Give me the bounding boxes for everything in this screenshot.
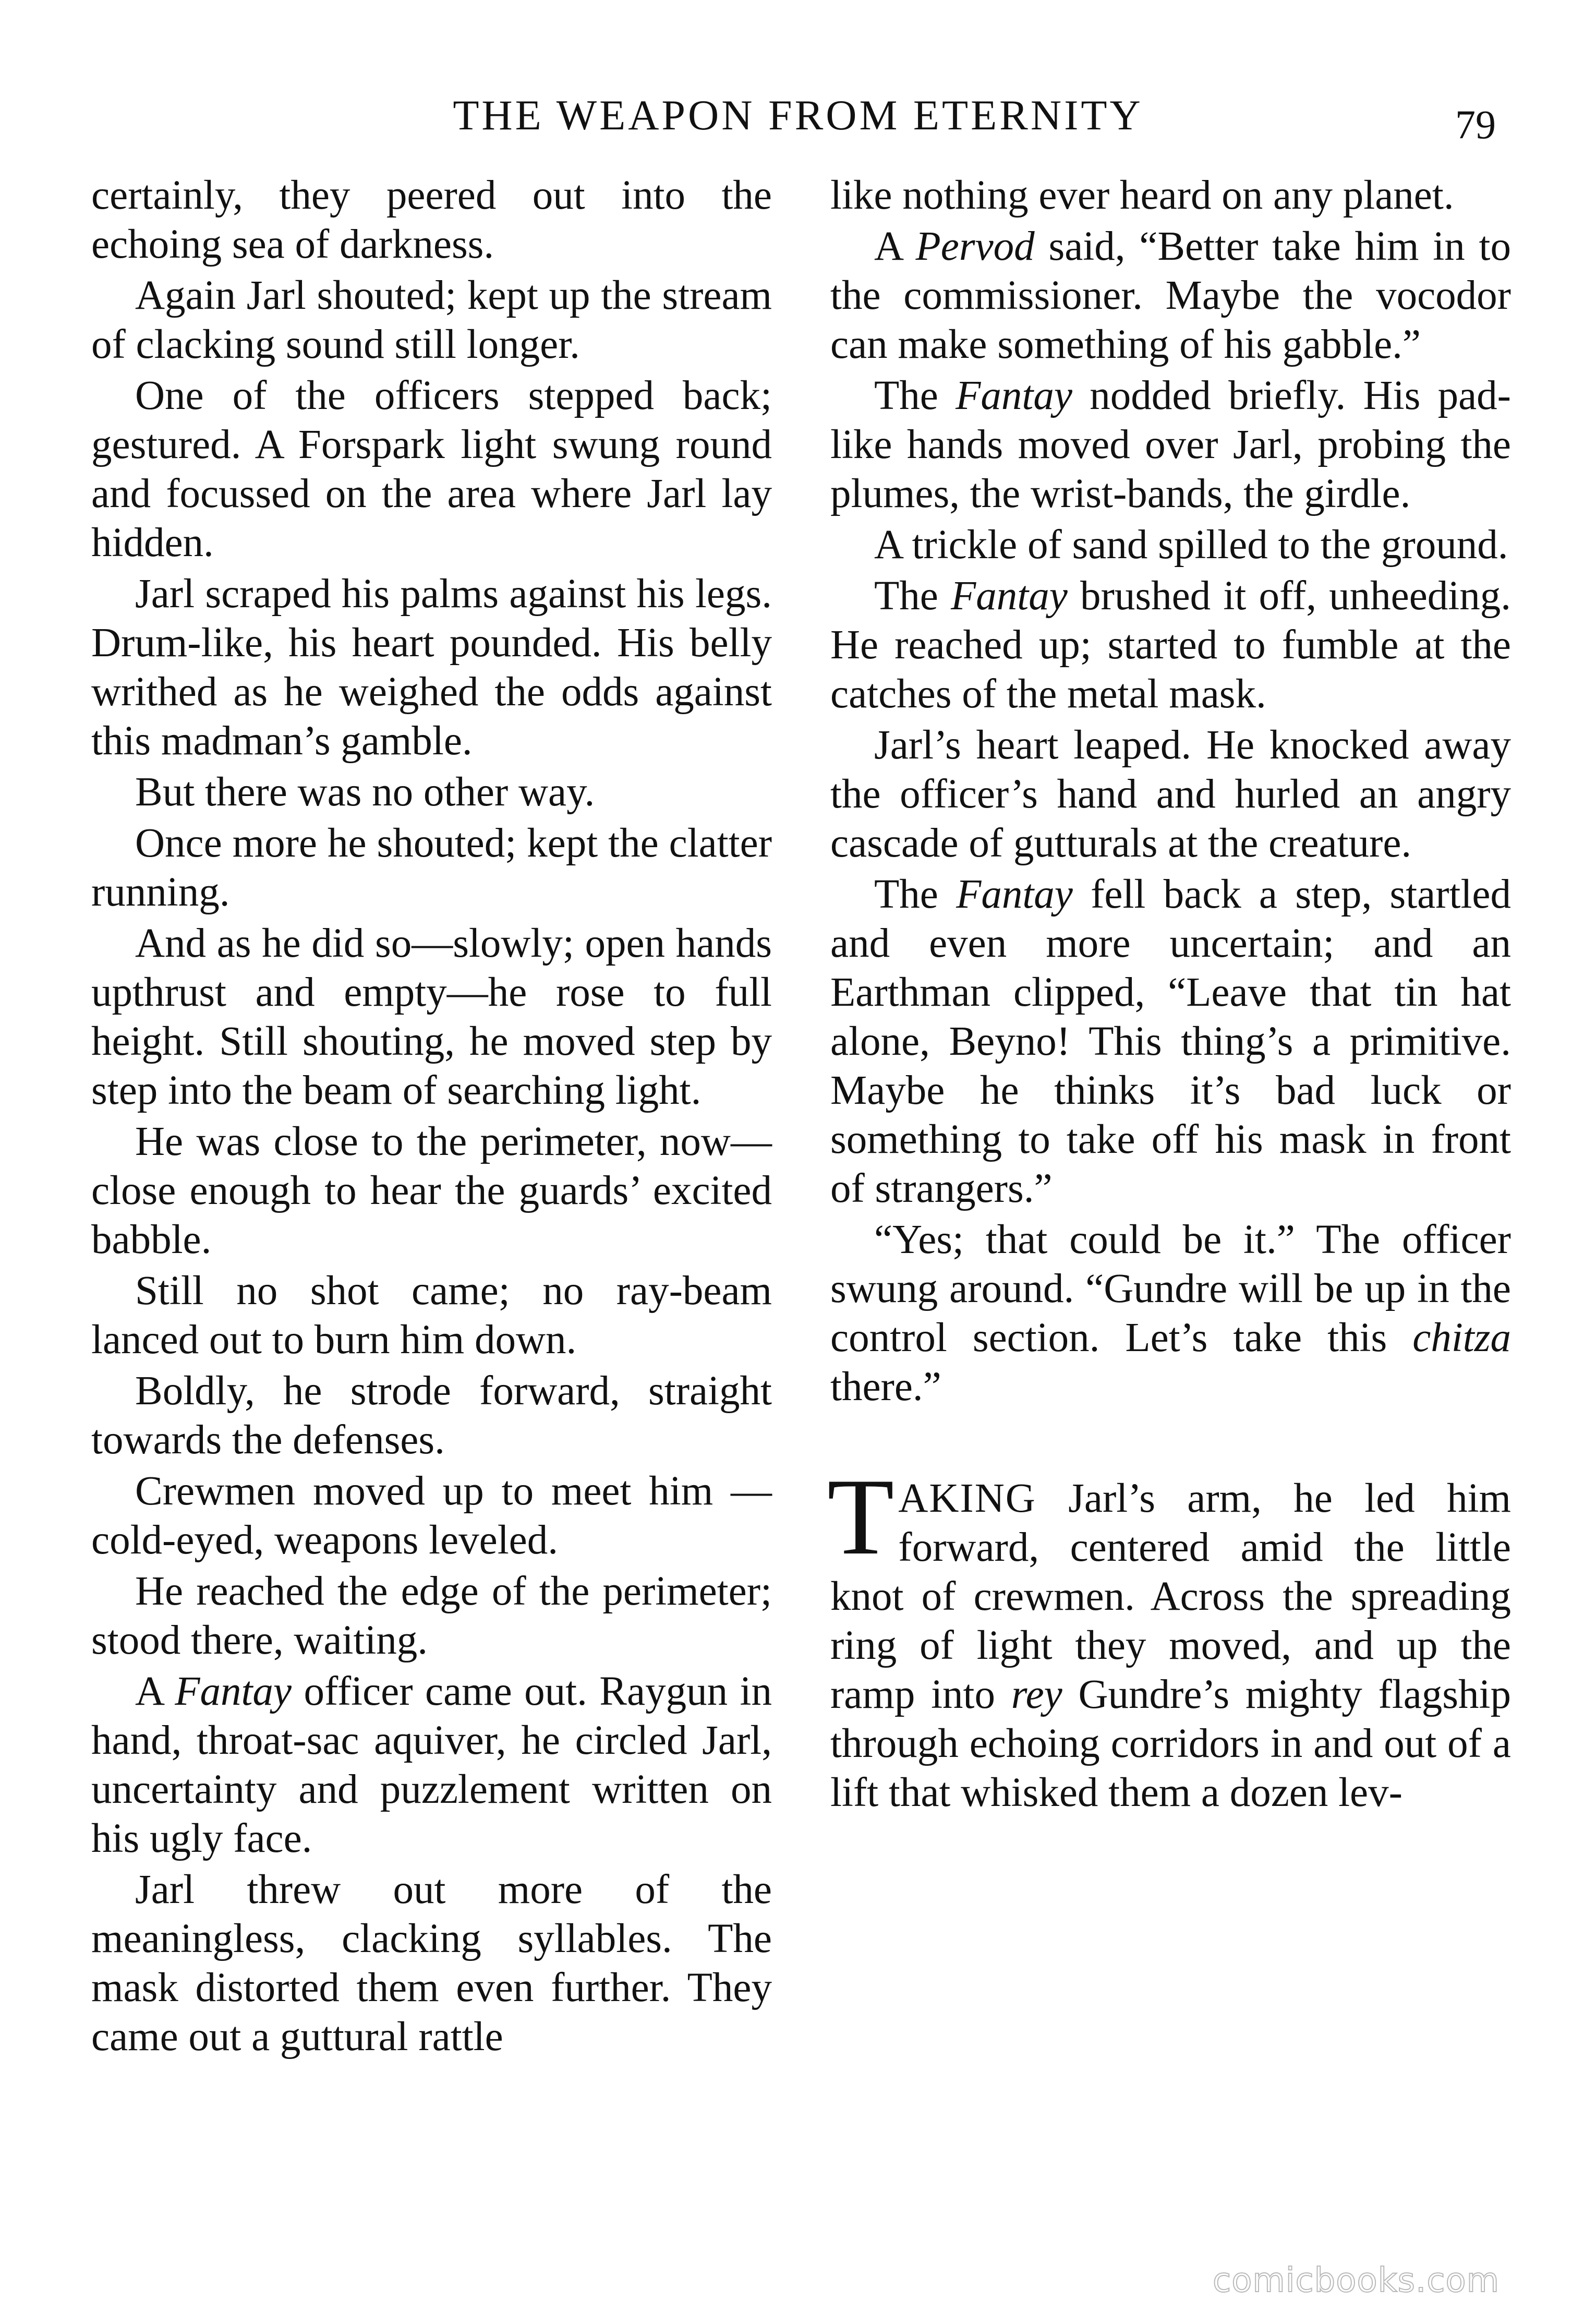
paragraph-text: The (874, 872, 957, 917)
paragraph-text: And as he did so—slowly; open hands upthrust and empty—he rose to full height. Still shouting, he moved step by step into the beam of searching light. (91, 921, 772, 1113)
italic-term: chitza (1412, 1315, 1511, 1360)
paragraph-text: Again Jarl shouted; kept up the stream of clacking sound still longer. (91, 273, 772, 367)
paragraph (91, 1865, 772, 2062)
paragraph-text: like nothing ever heard on any planet. (830, 173, 1454, 218)
paragraph (91, 919, 772, 1115)
running-head: THE WEAPON FROM ETERNITY (453, 91, 1143, 139)
italic-term: rey (1011, 1672, 1062, 1717)
paragraph (91, 1267, 772, 1365)
paragraph (830, 721, 1511, 868)
paragraph-text: The (874, 573, 951, 619)
paragraph (830, 371, 1511, 519)
paragraph (91, 1367, 772, 1465)
paragraph (830, 572, 1511, 719)
paragraph (830, 521, 1511, 570)
paragraph-text: Jarl’s heart leaped. He knocked away the officer’s hand and hurled an angry cascade of gutturals at the creature. (830, 722, 1511, 866)
paragraph (91, 171, 772, 269)
italic-term: Fantay (956, 373, 1072, 418)
right-column (827, 171, 1511, 1817)
paragraph-text: Once more he shouted; kept the clatter running. (91, 821, 772, 915)
paragraph (830, 222, 1511, 369)
paragraph-text: officer came out. Raygun in hand, throat-sac aquiver, he circled Jarl, uncertainty and puzzlement written on his ugly face. (91, 1669, 772, 1861)
paragraph-text: certainly, they peered out into the echoing sea of darkness. (91, 173, 772, 267)
paragraph-text: Still no shot came; no ray-beam lanced out to burn him down. (91, 1268, 772, 1363)
paragraph-text: Jarl threw out more of the meaningless, clacking syllables. The mask distorted them even further. They came out a guttural rattle (91, 1867, 772, 2059)
watermark: comicbooks.com (1213, 2261, 1500, 2300)
paragraph-text: “Yes; that could be it.” The officer swung around. “Gundre will be up in the control section. Let’s take this (830, 1217, 1511, 1360)
paragraph-text: Jarl scraped his palms against his legs. Drum-like, his heart pounded. His belly writhed as he weighed the odds against this madman’s gamble. (91, 571, 772, 764)
paragraph-text: A (135, 1669, 175, 1714)
paragraph (91, 570, 772, 766)
paragraph-text: nodded briefly. His pad-like hands moved over Jarl, probing the plumes, the wrist-bands, the girdle. (830, 373, 1511, 516)
paragraph (830, 870, 1511, 1213)
paragraph-text: there.” (830, 1364, 941, 1410)
italic-term: Fantay (956, 872, 1073, 917)
paragraph (91, 1467, 772, 1565)
paragraph-text: fell back a step, startled and even more uncertain; and an Earthman clipped, “Leave that tin hat alone, Beyno! This thing’s a primitive. Maybe he thinks it’s bad luck or something to take off his mask in front of strangers.” (830, 872, 1511, 1211)
paragraph-text: The (874, 373, 956, 418)
paragraph (91, 371, 772, 568)
italic-term: Fantay (175, 1669, 292, 1714)
paragraph (91, 768, 772, 817)
section-opening-paragraph (827, 1456, 1511, 1817)
paragraph (91, 1567, 772, 1665)
paragraph-text: A (874, 224, 916, 269)
paragraph-text: He reached the edge of the perimeter; stood there, waiting. (91, 1569, 772, 1663)
drop-cap: T (827, 1456, 894, 1577)
left-column (91, 171, 772, 2062)
page-number: 79 (1455, 102, 1496, 147)
paragraph-text: He was close to the perimeter, now—close enough to hear the guards’ excited babble. (91, 1119, 772, 1262)
paragraph-text: Jarl’s arm, he led him forward, centered amid the little knot of crewmen. Across the spreading ring of light they moved, and up the ramp into (830, 1476, 1511, 1717)
paragraph (830, 171, 1511, 220)
paragraph-text: brushed it off, unheeding. He reached up; started to fumble at the catches of the metal mask. (830, 573, 1511, 717)
paragraph-text: A trickle of sand spilled to the ground. (874, 522, 1508, 568)
paragraph (91, 1117, 772, 1264)
paragraph-text: said, “Better take him in to the commissioner. Maybe the vocodor can make something of his gabble.” (830, 224, 1511, 367)
paragraph-text: Boldly, he strode forward, straight towards the defenses. (91, 1368, 772, 1463)
italic-term: Pervod (915, 224, 1035, 269)
paragraph-text: Crewmen moved up to meet him —cold-eyed, weapons leveled. (91, 1468, 772, 1563)
paragraph (830, 1215, 1511, 1412)
paragraph (91, 819, 772, 917)
paragraph (91, 271, 772, 369)
paragraph-text: Gundre’s mighty flagship through echoing corridors in and out of a lift that whisked them a dozen lev- (830, 1672, 1511, 1815)
paragraph-text: One of the officers stepped back; gestured. A Forspark light swung round and focussed on the area where Jarl lay hidden. (91, 373, 772, 565)
paragraph-text: But there was no other way. (135, 769, 595, 815)
italic-term: Fantay (951, 573, 1068, 619)
paragraph (91, 1667, 772, 1863)
lead-in-caps: AKING (898, 1476, 1036, 1521)
